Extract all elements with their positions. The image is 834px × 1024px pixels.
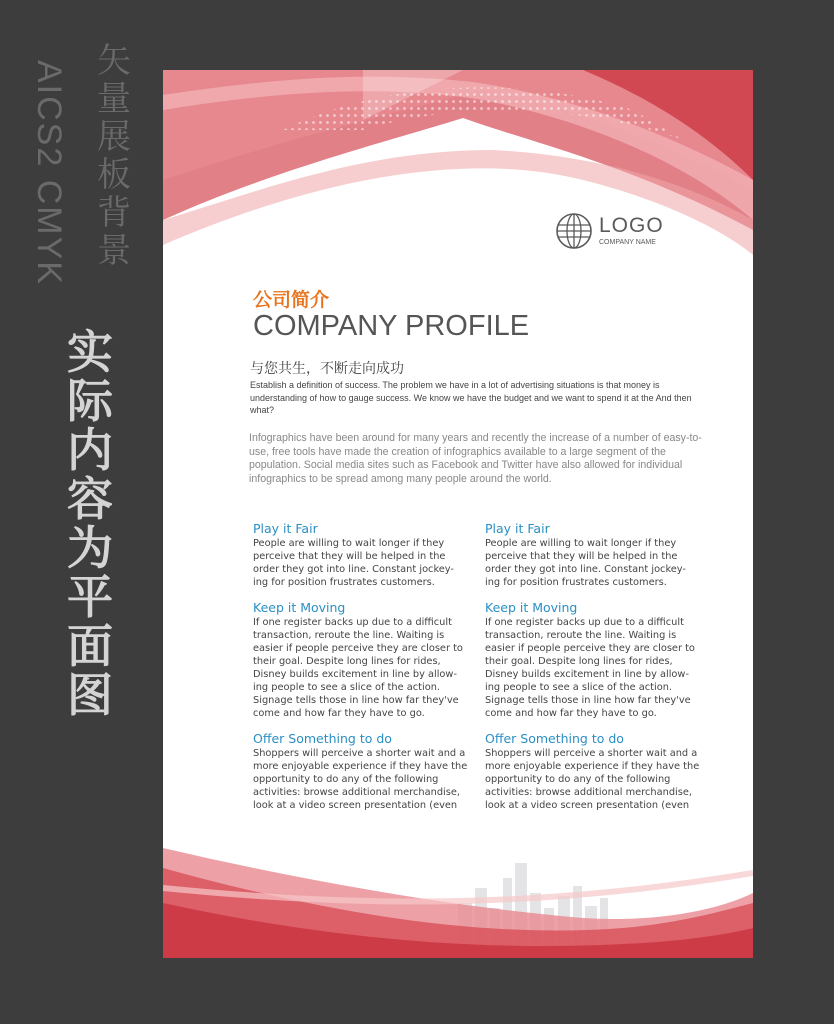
top-wave-decoration [163,70,753,310]
infographics-paragraph: Infographics have been around for many years and recently the increase of a number of easy-to-use, free tools have made the creation of infographics available to a large segment of the population. Social media sites such as Facebook and Twitter have also allowed for individual infographics to be spread among many people around the world. [249,432,702,485]
section-body: Shoppers will perceive a shorter wait and a more enjoyable experience if they have the opportunity to do any of the following activities: browse additional merchandise, look at a video screen presentation (even [253,748,468,811]
side-format-label: AICS2 CMYK [30,60,68,286]
section-body: If one register backs up due to a difficult transaction, reroute the line. Waiting is easier if people perceive they are closer to their goal. Despite long lines for rides, Disney builds excitement in line by allow-ing people to see a slice of the action. Signage tells those in line how far they've come and how far they have to go. [485,617,695,719]
logo-company-name: COMPANY NAME [599,239,656,246]
poster-sheet [163,70,753,958]
section-body: People are willing to wait longer if they perceive that they will be helped in the order they got into line. Constant jockey-ing for position frustrates customers. [485,538,686,588]
slogan: 与您共生，不断走向成功 [250,361,404,377]
section-heading: Play it Fair [253,521,318,536]
bottom-wave-decoration [163,848,753,958]
logo-text: LOGO [599,214,664,237]
section-heading: Play it Fair [485,521,550,536]
section-offer-something [485,731,700,812]
side-notice-label: 实际内容为平面图 [67,325,113,722]
section-keep-it-moving [485,600,700,720]
section-heading: Offer Something to do [253,731,392,746]
section-play-it-fair [485,521,700,589]
globe-icon [555,212,593,250]
section-play-it-fair [253,521,468,589]
section-body: Shoppers will perceive a shorter wait and a more enjoyable experience if they have the opportunity to do any of the following activities: browse additional merchandise, look at a video screen presentation (even [485,748,700,811]
side-vector-label: 矢量展板背景 [97,41,131,271]
section-heading: Keep it Moving [253,600,346,615]
intro-paragraph: Establish a definition of success. The problem we have in a lot of advertising situations is that money is understanding of how to gauge success. We know we have the budget and we want to spend it at the And then what? [250,380,692,415]
company-logo [555,212,675,252]
section-body: If one register backs up due to a difficult transaction, reroute the line. Waiting is easier if people perceive they are closer to their goal. Despite long lines for rides, Disney builds excitement in line by allow-ing people to see a slice of the action. Signage tells those in line how far they've come and how far they have to go. [253,617,463,719]
section-body: People are willing to wait longer if they perceive that they will be helped in the order they got into line. Constant jockey-ing for position frustrates customers. [253,538,454,588]
section-offer-something [253,731,468,812]
page-title-chinese: 公司简介 [253,289,330,311]
section-heading: Offer Something to do [485,731,624,746]
section-keep-it-moving [253,600,468,720]
section-heading: Keep it Moving [485,600,578,615]
page-title: COMPANY PROFILE [253,310,530,342]
